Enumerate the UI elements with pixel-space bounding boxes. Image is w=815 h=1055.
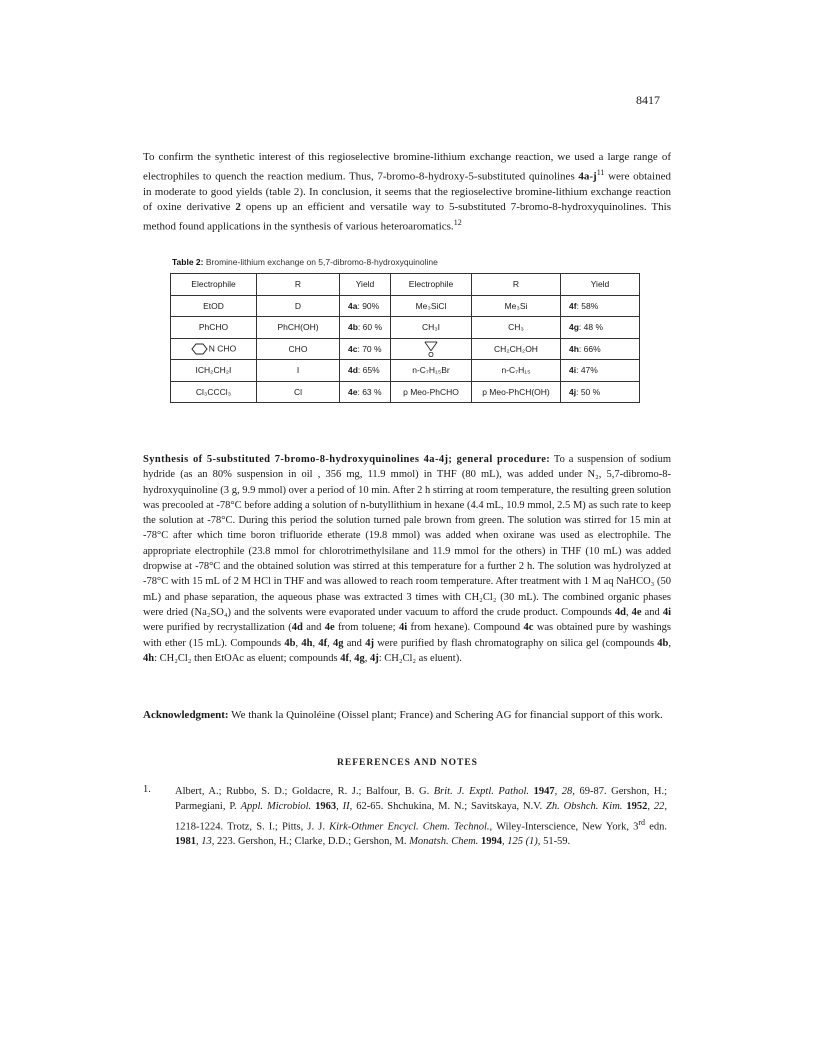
reference-number: 1. — [143, 784, 151, 795]
electrophile-cell: ICH₂CH₂I — [171, 360, 257, 382]
yield-cell: 4f: 58% — [561, 295, 640, 317]
yield-cell: 4d: 65% — [340, 360, 391, 382]
r-cell: PhCH(OH) — [257, 317, 340, 339]
header-yield: Yield — [340, 274, 391, 296]
svg-text:O: O — [428, 351, 434, 358]
electrophile-cell: PhCHO — [171, 317, 257, 339]
references-heading: REFERENCES AND NOTES — [337, 758, 478, 768]
reference-text: Albert, A.; Rubbo, S. D.; Goldacre, R. J.; Balfour, B. G. Brit. J. Exptl. Pathol. 1947, 28, 69-87. Gershon, H.; Parmegiani, P. Appl. Microbiol. 1963, II, 62-65. Shchukina, M. N.; Savitskaya, N.V. Zh. Obshch. Kim. 1952, 22, 1218-1224. Trotz, S. I.; Pitts, J. J. Kirk-Othmer Encycl. Chem. Technol., Wiley-Interscience, New York, 3rd edn. 1981, 13, 223. Gershon, H.; Clarke, D.D.; Gershon, M. Monatsh. Chem. 1994, 125 (1), 51-59. — [175, 786, 668, 848]
header-yield: Yield — [561, 274, 640, 296]
yield-cell: 4a: 90% — [340, 295, 391, 317]
header-electrophile: Electrophile — [391, 274, 472, 296]
morpholine-ring-icon — [191, 343, 209, 355]
electrophile-cell: Me₃SiCl — [391, 295, 472, 317]
table-row — [171, 338, 640, 360]
yield-cell: 4b: 60 % — [340, 317, 391, 339]
intro-paragraph: To confirm the synthetic interest of this regioselective bromine-lithium exchange reaction, we used a large range of electrophiles to quench the reaction medium. Thus, 7-bromo-8-hydroxy-5-substituted quinolines $4a-j^{11}$ were obtained in moderate to good yields (table 2). In conclusion, it seems that the regioselective bromine-lithium exchange reaction of oxine derivative 2 opens up an efficient and versatile way to 5-substituted 7-bromo-8-hydroxyquinolines. This method found applications in the synthesis of various heteroaromatics.$^{12}$ — [143, 151, 671, 233]
electrophile-cell: Cl₃CCCl₃ — [171, 381, 257, 403]
yield-cell: 4j: 50 % — [561, 381, 640, 403]
synthesis-heading: Synthesis of 5-substituted 7-bromo-8-hydroxyquinolines 4a-4j; general procedure: — [143, 454, 551, 465]
synthesis-paragraph: Synthesis of 5-substituted 7-bromo-8-hydroxyquinolines 4a-4j; general procedure: To a suspension of sodium hydride (as an 80% suspension in oil , 356 mg, 11.9 mmol) in THF (80 mL), was added under N₂, 5,7-dibromo-8-hydroxyquinoline (3 g, 9.9 mmol) over a period of 10 min. After 2 h stirring at room temperature, the resulting green solution was precooled at -78°C before adding a solution of n-butyllithium in hexane (4.4 mL, 10.9 mmol, 2.5 M) as such rate to keep the solution at -78°C. During this period the solution turned pale brown from green. The solution was stirred for 15 min at -78°C after which time boron trifluoride etherate (19.8 mmol) was added when oxirane was used as electrophile. The appropriate electrophile (23.8 mmol for chlorotrimethylsilane and 11.9 mmol for the others) in THF (10 mL) was added dropwise at -78°C and the obtained solution was stirred at this temperature for a further 2 h. The solution was hydrolyzed at -78°C with 15 mL of 2 M HCl in THF and was allowed to reach room temperature. After treatment with 1 M aq NaHCO₃ (50 mL) and phase separation, the aqueous phase was extracted 3 times with CH₂Cl₂ (30 mL). The combined organic phases were dried (Na₂SO₄) and the solvents were evaporated under vacuum to afford the crude product. Compounds 4d, 4e and 4i were purified by recrystallization (4d and 4e from toluene; 4i from hexane). Compound 4c was obtained pure by washings with ether (15 mL). Compounds 4b, 4h, 4f, 4g and 4j were purified by flash chromatography on silica gel (compounds 4b, 4h: CH₂Cl₂ then EtOAc as eluent; compounds 4f, 4g, 4j: CH₂Cl₂ as eluent). — [143, 454, 672, 664]
electrophile-cell: p Meo-PhCHO — [391, 381, 472, 403]
header-electrophile: Electrophile — [171, 274, 257, 296]
yield-cell: 4e: 63 % — [340, 381, 391, 403]
table-row — [171, 360, 640, 382]
table-row — [171, 381, 640, 403]
r-cell: D — [257, 295, 340, 317]
yield-table — [170, 273, 640, 403]
oxirane-icon — [424, 340, 438, 358]
page-number: 8417 — [636, 93, 660, 107]
yield-cell: 4c: 70 % — [340, 338, 391, 360]
electrophile-cell: N CHO — [171, 338, 257, 360]
acknowledgment-paragraph: Acknowledgment: We thank la Quinoléine (Oissel plant; France) and Schering AG for financial support of this work. — [143, 709, 663, 721]
table-row — [171, 295, 640, 317]
acknowledgment-label: Acknowledgment: — [143, 709, 229, 721]
header-r: R — [257, 274, 340, 296]
r-cell: Me₃Si — [472, 295, 561, 317]
r-cell: CH₂CH₂OH — [472, 338, 561, 360]
r-cell: p Meo-PhCH(OH) — [472, 381, 561, 403]
r-cell: I — [257, 360, 340, 382]
yield-cell: 4g: 48 % — [561, 317, 640, 339]
header-r: R — [472, 274, 561, 296]
r-cell: Cl — [257, 381, 340, 403]
table-header-row — [171, 274, 640, 296]
r-cell: CHO — [257, 338, 340, 360]
electrophile-cell: EtOD — [171, 295, 257, 317]
electrophile-cell: CH₃I — [391, 317, 472, 339]
yield-cell: 4i: 47% — [561, 360, 640, 382]
r-cell: CH₃ — [472, 317, 561, 339]
electrophile-cell: n-C₇H₁₅Br — [391, 360, 472, 382]
table-row — [171, 317, 640, 339]
r-cell: n-C₇H₁₅ — [472, 360, 561, 382]
yield-cell: 4h: 66% — [561, 338, 640, 360]
table-caption: Table 2: Bromine-lithium exchange on 5,7-dibromo-8-hydroxyquinoline — [172, 257, 438, 267]
electrophile-cell — [391, 338, 472, 360]
